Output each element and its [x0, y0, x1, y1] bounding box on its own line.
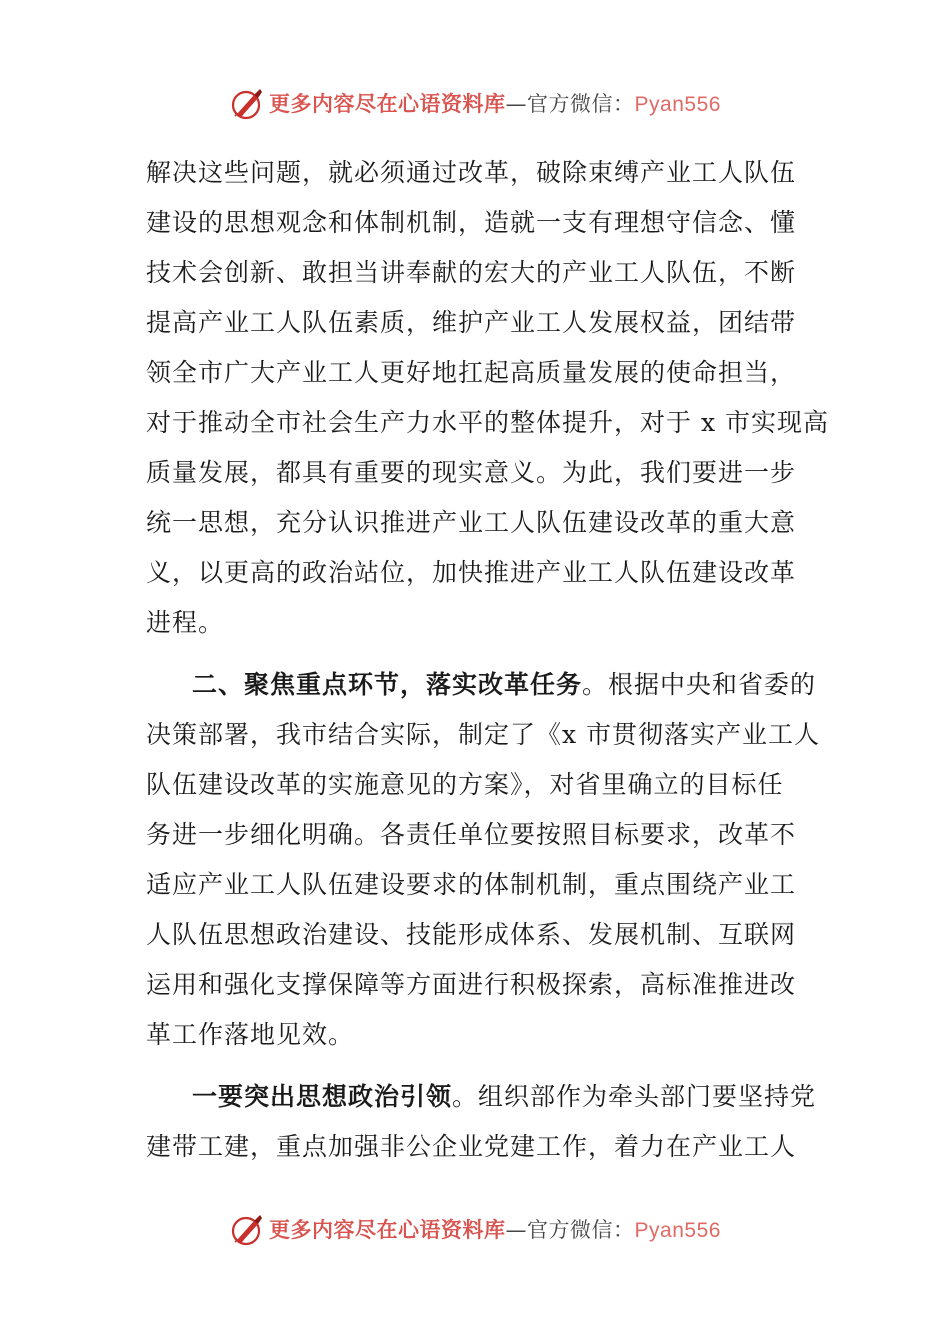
- section-heading: 二、聚焦重点环节，落实改革任务: [192, 670, 583, 699]
- text-line: 队伍建设改革的实施意见的方案》，对省里确立的目标任: [146, 770, 784, 799]
- text-line: 建带工建，重点加强非公企业党建工作，着力在产业工人: [146, 1132, 797, 1161]
- banner-wechat-id: Pyan556: [634, 93, 721, 116]
- text-line: 技术会创新、敢担当讲奉献的宏大的产业工人队伍，不断: [146, 258, 797, 287]
- text-line: 建设的思想观念和体制机制，造就一支有理想守信念、懂: [146, 208, 797, 237]
- paragraph-2: [146, 660, 821, 1060]
- text-line-first: [146, 1072, 817, 1122]
- text-line: 提高产业工人队伍素质，维护产业工人发展权益，团结带: [146, 308, 797, 337]
- text-line: 人队伍思想政治建设、技能形成体系、发展机制、互联网: [146, 920, 797, 949]
- banner-text: [269, 93, 721, 115]
- text-line: 运用和强化支撑保障等方面进行积极探索，高标准推进改: [146, 970, 797, 999]
- text-line: 义，以更高的政治站位，加快推进产业工人队伍建设改革: [146, 558, 797, 587]
- text-line: 解决这些问题，就必须通过改革，破除束缚产业工人队伍: [146, 158, 797, 187]
- text-line: 决策部署，我市结合实际，制定了《x 市贯彻落实产业工人: [146, 720, 821, 749]
- banner-site-name: 更多内容尽在心语资料库: [269, 91, 506, 116]
- text-run: 。组织部作为牵头部门要坚持党: [452, 1082, 817, 1111]
- text-line: 质量发展，都具有重要的现实意义。为此，我们要进一步: [146, 458, 797, 487]
- text-line: 领全市广大产业工人更好地扛起高质量发展的使命担当，: [146, 358, 797, 387]
- paragraph-1: [146, 148, 829, 648]
- banner-wechat-label: —官方微信：: [505, 92, 635, 116]
- section-heading: 一要突出思想政治引领: [192, 1082, 453, 1111]
- text-run: 。根据中央和省委的: [582, 670, 817, 699]
- text-line: 进程。: [146, 608, 225, 637]
- footer-banner: [0, 1210, 950, 1250]
- text-line-first: [146, 660, 817, 710]
- pen-logo-icon: [229, 86, 265, 122]
- header-banner: [0, 84, 950, 124]
- banner-text: [269, 1219, 721, 1241]
- document-body: [146, 148, 829, 1172]
- text-line: 对于推动全市社会生产力水平的整体提升，对于 x 市实现高: [146, 408, 829, 437]
- text-line: 务进一步细化明确。各责任单位要按照目标要求，改革不: [146, 820, 797, 849]
- pen-logo-icon: [229, 1212, 265, 1248]
- text-line: 革工作落地见效。: [146, 1020, 355, 1049]
- banner-site-name: 更多内容尽在心语资料库: [269, 1217, 506, 1242]
- text-line: 适应产业工人队伍建设要求的体制机制，重点围绕产业工: [146, 870, 797, 899]
- banner-wechat-label: —官方微信：: [505, 1218, 635, 1242]
- banner-wechat-id: Pyan556: [634, 1219, 721, 1242]
- text-line: 统一思想，充分认识推进产业工人队伍建设改革的重大意: [146, 508, 797, 537]
- paragraph-3: [146, 1072, 817, 1172]
